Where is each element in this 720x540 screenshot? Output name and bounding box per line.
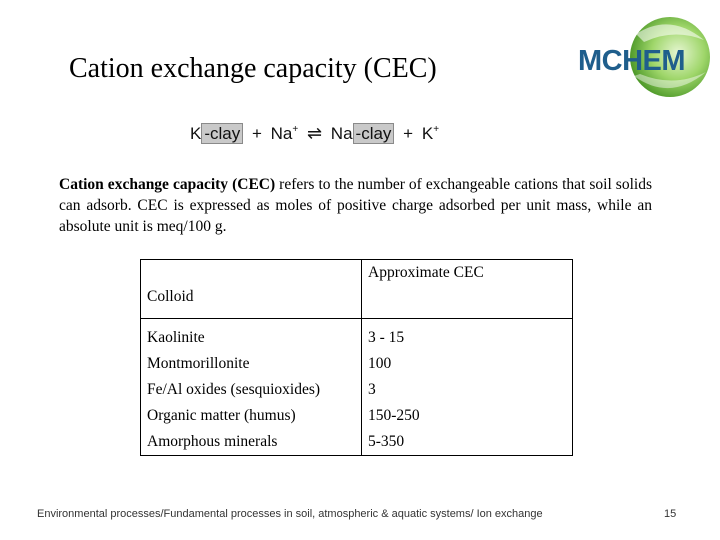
cec-term: Cation exchange capacity (CEC)	[59, 176, 276, 193]
cec-cell: 100	[368, 355, 392, 372]
colloid-column	[141, 319, 362, 456]
slide-title: Cation exchange capacity (CEC)	[69, 53, 437, 84]
logo-text: MCHEM	[578, 45, 686, 77]
table-header-row	[141, 260, 573, 319]
cec-definition	[59, 174, 652, 237]
eq-equilibrium-arrow: ⇌	[306, 123, 323, 143]
cec-definition-text: refers to the number of exchangeable cations that soil solids can adsorb. CEC is expressed as moles of positive charge adsorbed per unit mass, while an absolute unit is meq/100 g.	[59, 176, 652, 235]
eq-charge-2: +	[433, 124, 440, 135]
eq-cation-2: K	[421, 124, 434, 143]
cec-table	[140, 259, 573, 456]
eq-plus-2: +	[403, 124, 414, 143]
eq-lhs-ion: K	[190, 124, 202, 143]
cec-column	[362, 319, 573, 456]
eq-rhs-ion: Na	[330, 124, 353, 143]
eq-plus-1: +	[251, 124, 262, 143]
footer-breadcrumb: Environmental processes/Fundamental processes in soil, atmospheric & aquatic systems/ Ion exchange	[37, 508, 543, 520]
table-body-row	[141, 319, 573, 456]
eq-cation-1: Na	[270, 124, 293, 143]
colloid-cell: Fe/Al oxides (sesquioxides)	[147, 381, 321, 398]
eq-charge-1: +	[292, 124, 299, 135]
header-colloid: Colloid	[141, 260, 362, 319]
header-approximate-cec: Approximate CEC	[362, 260, 573, 319]
colloid-cell: Kaolinite	[147, 329, 205, 346]
cec-cell: 150-250	[368, 407, 420, 424]
colloid-cell: Amorphous minerals	[147, 433, 278, 450]
colloid-cell: Montmorillonite	[147, 355, 250, 372]
eq-lhs-clay: -clay	[201, 123, 243, 144]
cec-cell: 3	[368, 381, 376, 398]
eq-rhs-clay: -clay	[353, 123, 395, 144]
mchem-logo	[574, 14, 710, 100]
cec-cell: 3 - 15	[368, 329, 405, 346]
exchange-equation	[190, 121, 439, 146]
cec-cell: 5-350	[368, 433, 405, 450]
page-number: 15	[664, 508, 677, 520]
colloid-cell: Organic matter (humus)	[147, 407, 296, 424]
